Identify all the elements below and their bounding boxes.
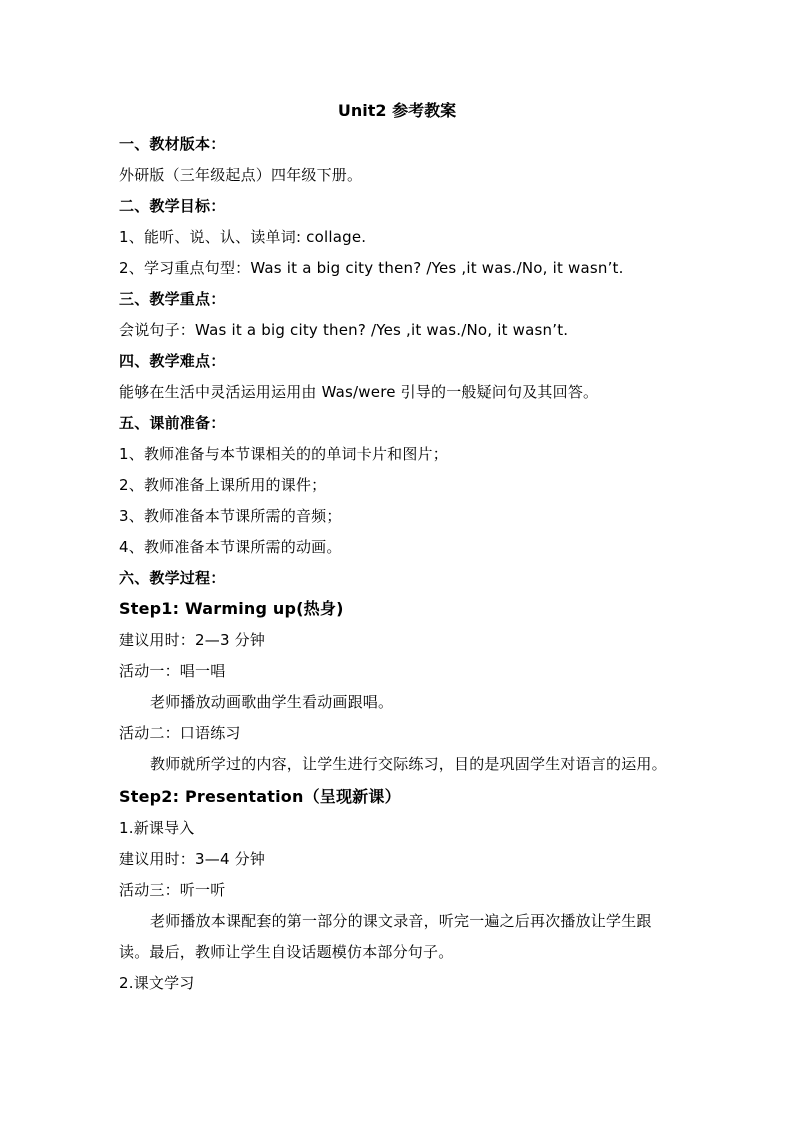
preparation-item-2: 2、教师准备上课所用的课件； (119, 476, 327, 494)
text-study-label: 2.课文学习 (119, 974, 195, 992)
difficulties-text: 能够在生活中灵活运用运用由 Was/were 引导的一般疑问句及其回答。 (119, 383, 599, 401)
teaching-goal-1: 1、能听、说、认、读单词: collage. (119, 228, 367, 246)
section-heading-difficulties: 四、教学难点： (119, 352, 226, 370)
key-points-text: 会说句子：Was it a big city then? /Yes ,it was./No, it wasn’t. (119, 321, 569, 339)
step1-suggested-time: 建议用时：2—3 分钟 (119, 631, 266, 649)
activity-3-title: 活动三：听一听 (119, 881, 226, 899)
activity-3-text-line-1: 老师播放本课配套的第一部分的课文录音，听完一遍之后再次播放让学生跟 (150, 912, 652, 930)
section-heading-preparation: 五、课前准备： (119, 414, 226, 432)
document-title: Unit2 参考教案 (337, 101, 457, 120)
activity-1-text: 老师播放动画歌曲学生看动画跟唱。 (150, 693, 394, 711)
section-heading-teaching-goals: 二、教学目标： (119, 197, 226, 215)
step2-heading: Step2: Presentation（呈现新课） (119, 787, 401, 806)
preparation-item-1: 1、教师准备与本节课相关的的单词卡片和图片； (119, 445, 448, 463)
activity-2-title: 活动二：口语练习 (119, 724, 241, 742)
section-heading-textbook-version: 一、教材版本： (119, 135, 226, 153)
section-heading-process: 六、教学过程： (119, 569, 226, 587)
preparation-item-3: 3、教师准备本节课所需的音频； (119, 507, 342, 525)
activity-3-text-line-2: 读。最后，教师让学生自设话题模仿本部分句子。 (119, 943, 454, 961)
activity-2-text: 教师就所学过的内容，让学生进行交际练习，目的是巩固学生对语言的运用。 (150, 755, 667, 773)
teaching-goal-2: 2、学习重点句型：Was it a big city then? /Yes ,it was./No, it wasn’t. (119, 259, 624, 277)
textbook-version-text: 外研版（三年级起点）四年级下册。 (119, 166, 363, 184)
section-heading-key-points: 三、教学重点： (119, 290, 226, 308)
new-lesson-intro-label: 1.新课导入 (119, 819, 195, 837)
step2-suggested-time: 建议用时：3—4 分钟 (119, 850, 266, 868)
preparation-item-4: 4、教师准备本节课所需的动画。 (119, 538, 342, 556)
step1-heading: Step1: Warming up(热身) (119, 599, 344, 618)
activity-1-title: 活动一：唱一唱 (119, 662, 226, 680)
